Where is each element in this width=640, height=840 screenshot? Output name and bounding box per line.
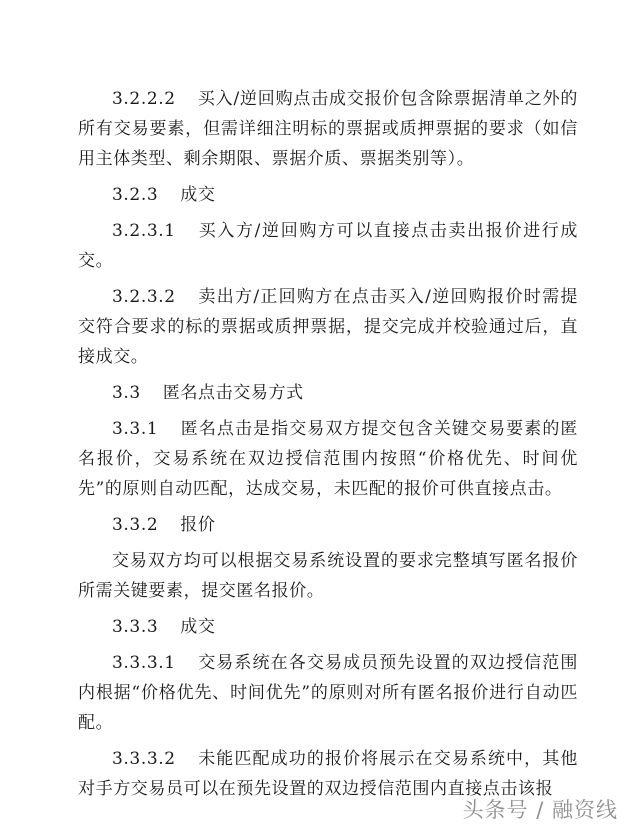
- clause-text: 买入/逆回购点击成交报价包含除票据清单之外的所有交易要素，但需详细注明标的票据或质押票据的要求（如信用主体类型、剩余期限、票据介质、票据类别等）。: [78, 89, 578, 169]
- clause-number: 3.3.3.2: [112, 749, 176, 769]
- watermark-text: 头条号 / 融资线: [462, 798, 618, 822]
- heading-3-3-3: [78, 612, 578, 642]
- section-title: 成交: [180, 185, 216, 205]
- paragraph-3-3-1: [78, 414, 578, 504]
- clause-text: 买入方/逆回购方可以直接点击卖出报价进行成交。: [78, 221, 578, 271]
- clause-text: 交易双方均可以根据交易系统设置的要求完整填写匿名报价所需关键要素，提交匿名报价。: [78, 551, 578, 601]
- section-number: 3.2.3: [112, 185, 159, 205]
- heading-3-3-2: [78, 510, 578, 540]
- clause-number: 3.2.3.2: [112, 287, 176, 307]
- heading-3-3: [78, 378, 578, 408]
- paragraph-3-2-3-1: [78, 216, 578, 276]
- clause-number: 3.2.2.2: [112, 89, 176, 109]
- heading-3-2-3: [78, 180, 578, 210]
- paragraph-3-3-2-body: [78, 546, 578, 606]
- clause-number: 3.3.1: [112, 419, 159, 439]
- paragraph-3-3-3-1: [78, 648, 578, 738]
- clause-text: 未能匹配成功的报价将展示在交易系统中，其他对手方交易员可以在预先设置的双边授信范围内直接点击该报: [78, 749, 578, 799]
- section-title: 报价: [180, 515, 216, 535]
- document-body: [78, 84, 578, 810]
- section-number: 3.3.2: [112, 515, 159, 535]
- clause-text: 卖出方/正回购方在点击买入/逆回购报价时需提交符合要求的标的票据或质押票据，提交完成并校验通过后，直接成交。: [78, 287, 578, 367]
- section-title: 成交: [180, 617, 216, 637]
- clause-text: 交易系统在各交易成员预先设置的双边授信范围内根据“价格优先、时间优先”的原则对所有匿名报价进行自动匹配。: [78, 653, 578, 733]
- section-number: 3.3.3: [112, 617, 159, 637]
- section-number: 3.3: [112, 383, 141, 403]
- paragraph-3-2-3-2: [78, 282, 578, 372]
- clause-text: 匿名点击是指交易双方提交包含关键交易要素的匿名报价，交易系统在双边授信范围内按照“价格优先、时间优先”的原则自动匹配，达成交易，未匹配的报价可供直接点击。: [78, 419, 578, 499]
- section-title: 匿名点击交易方式: [162, 383, 304, 403]
- clause-number: 3.2.3.1: [112, 221, 176, 241]
- paragraph-3-2-2-2: [78, 84, 578, 174]
- clause-number: 3.3.3.1: [112, 653, 176, 673]
